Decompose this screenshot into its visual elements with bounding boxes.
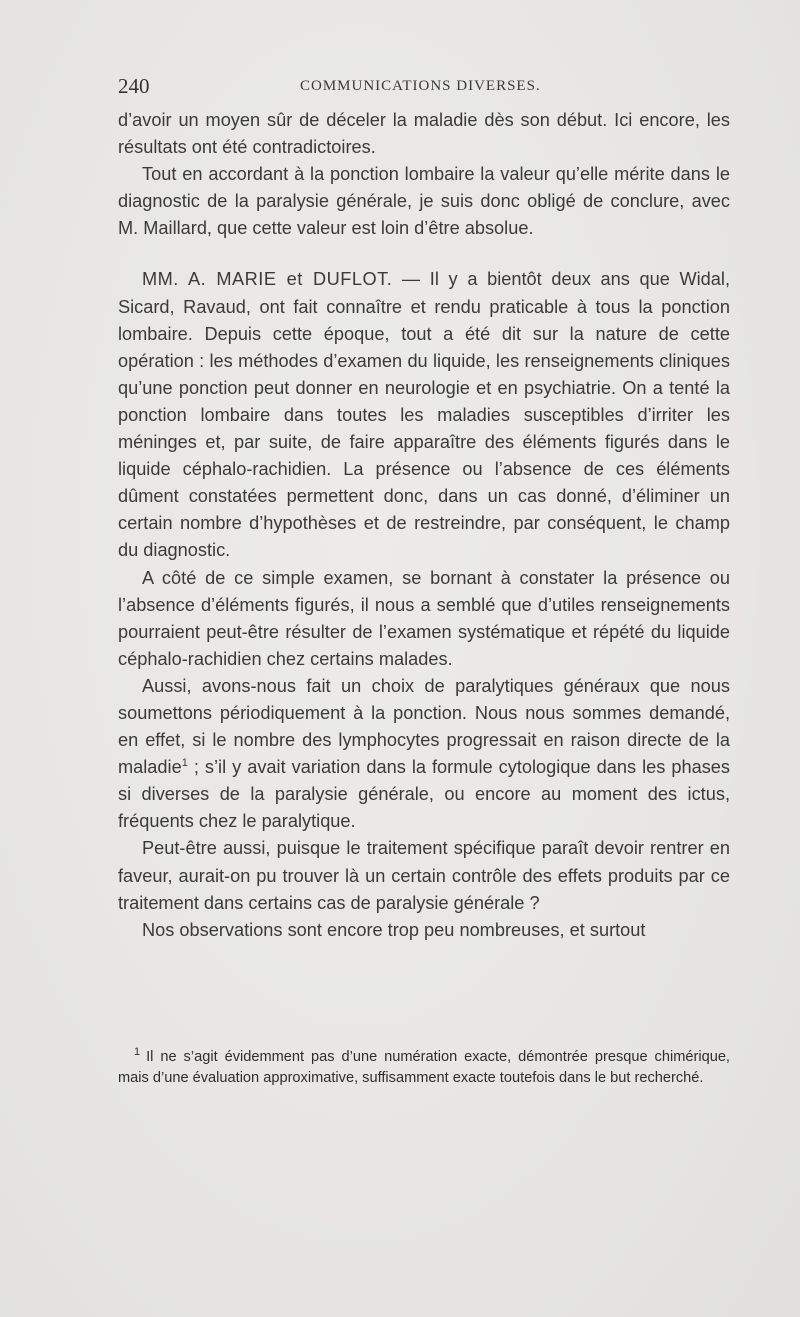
paragraph-marie-duflot-text: Il y a bientôt deux ans que Widal, Sicard, Ravaud, ont fait connaître et rendu praticable à tous la ponction lombaire. Depuis cette époque, tout a été dit sur la nature de cette opération : les méthodes d’examen du liquide, les renseignements cliniques qu’une ponction peut donner en neurologie et en psychiatrie. On a tenté la ponction lombaire dans toutes les maladies susceptibles d’irriter les méninges et, par suite, de faire apparaître des éléments figurés dans le liquide céphalo-rachidien. La présence ou l’absence de ces éléments dûment constatées permettent donc, dans un cas donné, d’éliminer un certain nombre d’hypothèses et de restreindre, par conséquent, le champ du diagnostic. bbox=[118, 269, 731, 561]
footnote-reference[interactable]: 1 bbox=[181, 757, 188, 770]
paragraph-marie-duflot bbox=[118, 266, 730, 564]
paragraph-paralytiques-text-1: Aussi, avons-nous fait un choix de paralytiques généraux que nous soumettons périodiquement à la ponction. Nous nous sommes demandé, en effet, si le nombre des lymphocytes progressait en raison directe de la maladie bbox=[118, 675, 730, 778]
paragraph-paralytiques bbox=[118, 673, 730, 836]
paragraph-traitement: Peut-être aussi, puisque le traitement spécifique paraît devoir rentrer en faveur, aurait-on pu trouver là un certain contrôle des effets produits par ce traitement dans certains cas de paralysie générale ? bbox=[118, 838, 730, 913]
page-number: 240 bbox=[118, 74, 150, 98]
paragraph-observations: Nos observations sont encore trop peu nombreuses, et surtout bbox=[142, 919, 646, 940]
footnote-text: Il ne s’agit évidemment pas d’une numération exacte, démontrée presque chimérique, mais d’une évaluation approximative, suffisamment exacte toutefois dans le but recherché. bbox=[118, 1049, 730, 1086]
running-head: COMMUNICATIONS DIVERSES. bbox=[300, 78, 541, 94]
em-dash: — bbox=[392, 269, 430, 290]
paragraph-examen: A côté de ce simple examen, se bornant à constater la présence ou l’absence d’éléments figurés, il nous a semblé que d’utiles renseignements pourraient peut-être résulter de l’examen systématique et répété du liquide céphalo-rachidien chez certains malades. bbox=[118, 567, 730, 669]
footnote bbox=[118, 1047, 730, 1089]
speaker-names: MM. A. MARIE et DUFLOT. bbox=[142, 269, 393, 290]
footnote-number: 1 bbox=[134, 1046, 141, 1059]
paragraph-conclusion: Tout en accordant à la ponction lombaire la valeur qu’elle mérite dans le diagnostic de la paralysie générale, je suis donc obligé de conclure, avec M. Maillard, que cette valeur est loin d’être absolue. bbox=[118, 164, 730, 239]
page-header bbox=[118, 74, 730, 100]
paragraph-paralytiques-text-2: ; s’il y avait variation dans la formule cytologique dans les phases si diverses de la paralysie générale, ou encore au moment des ictus, fréquents chez le paralytique. bbox=[118, 757, 730, 832]
paragraph-continuation: d’avoir un moyen sûr de déceler la maladie dès son début. Ici encore, les résultats ont été contradictoires. bbox=[118, 110, 730, 158]
body-text bbox=[118, 107, 730, 944]
footnote-paragraph bbox=[118, 1047, 730, 1089]
